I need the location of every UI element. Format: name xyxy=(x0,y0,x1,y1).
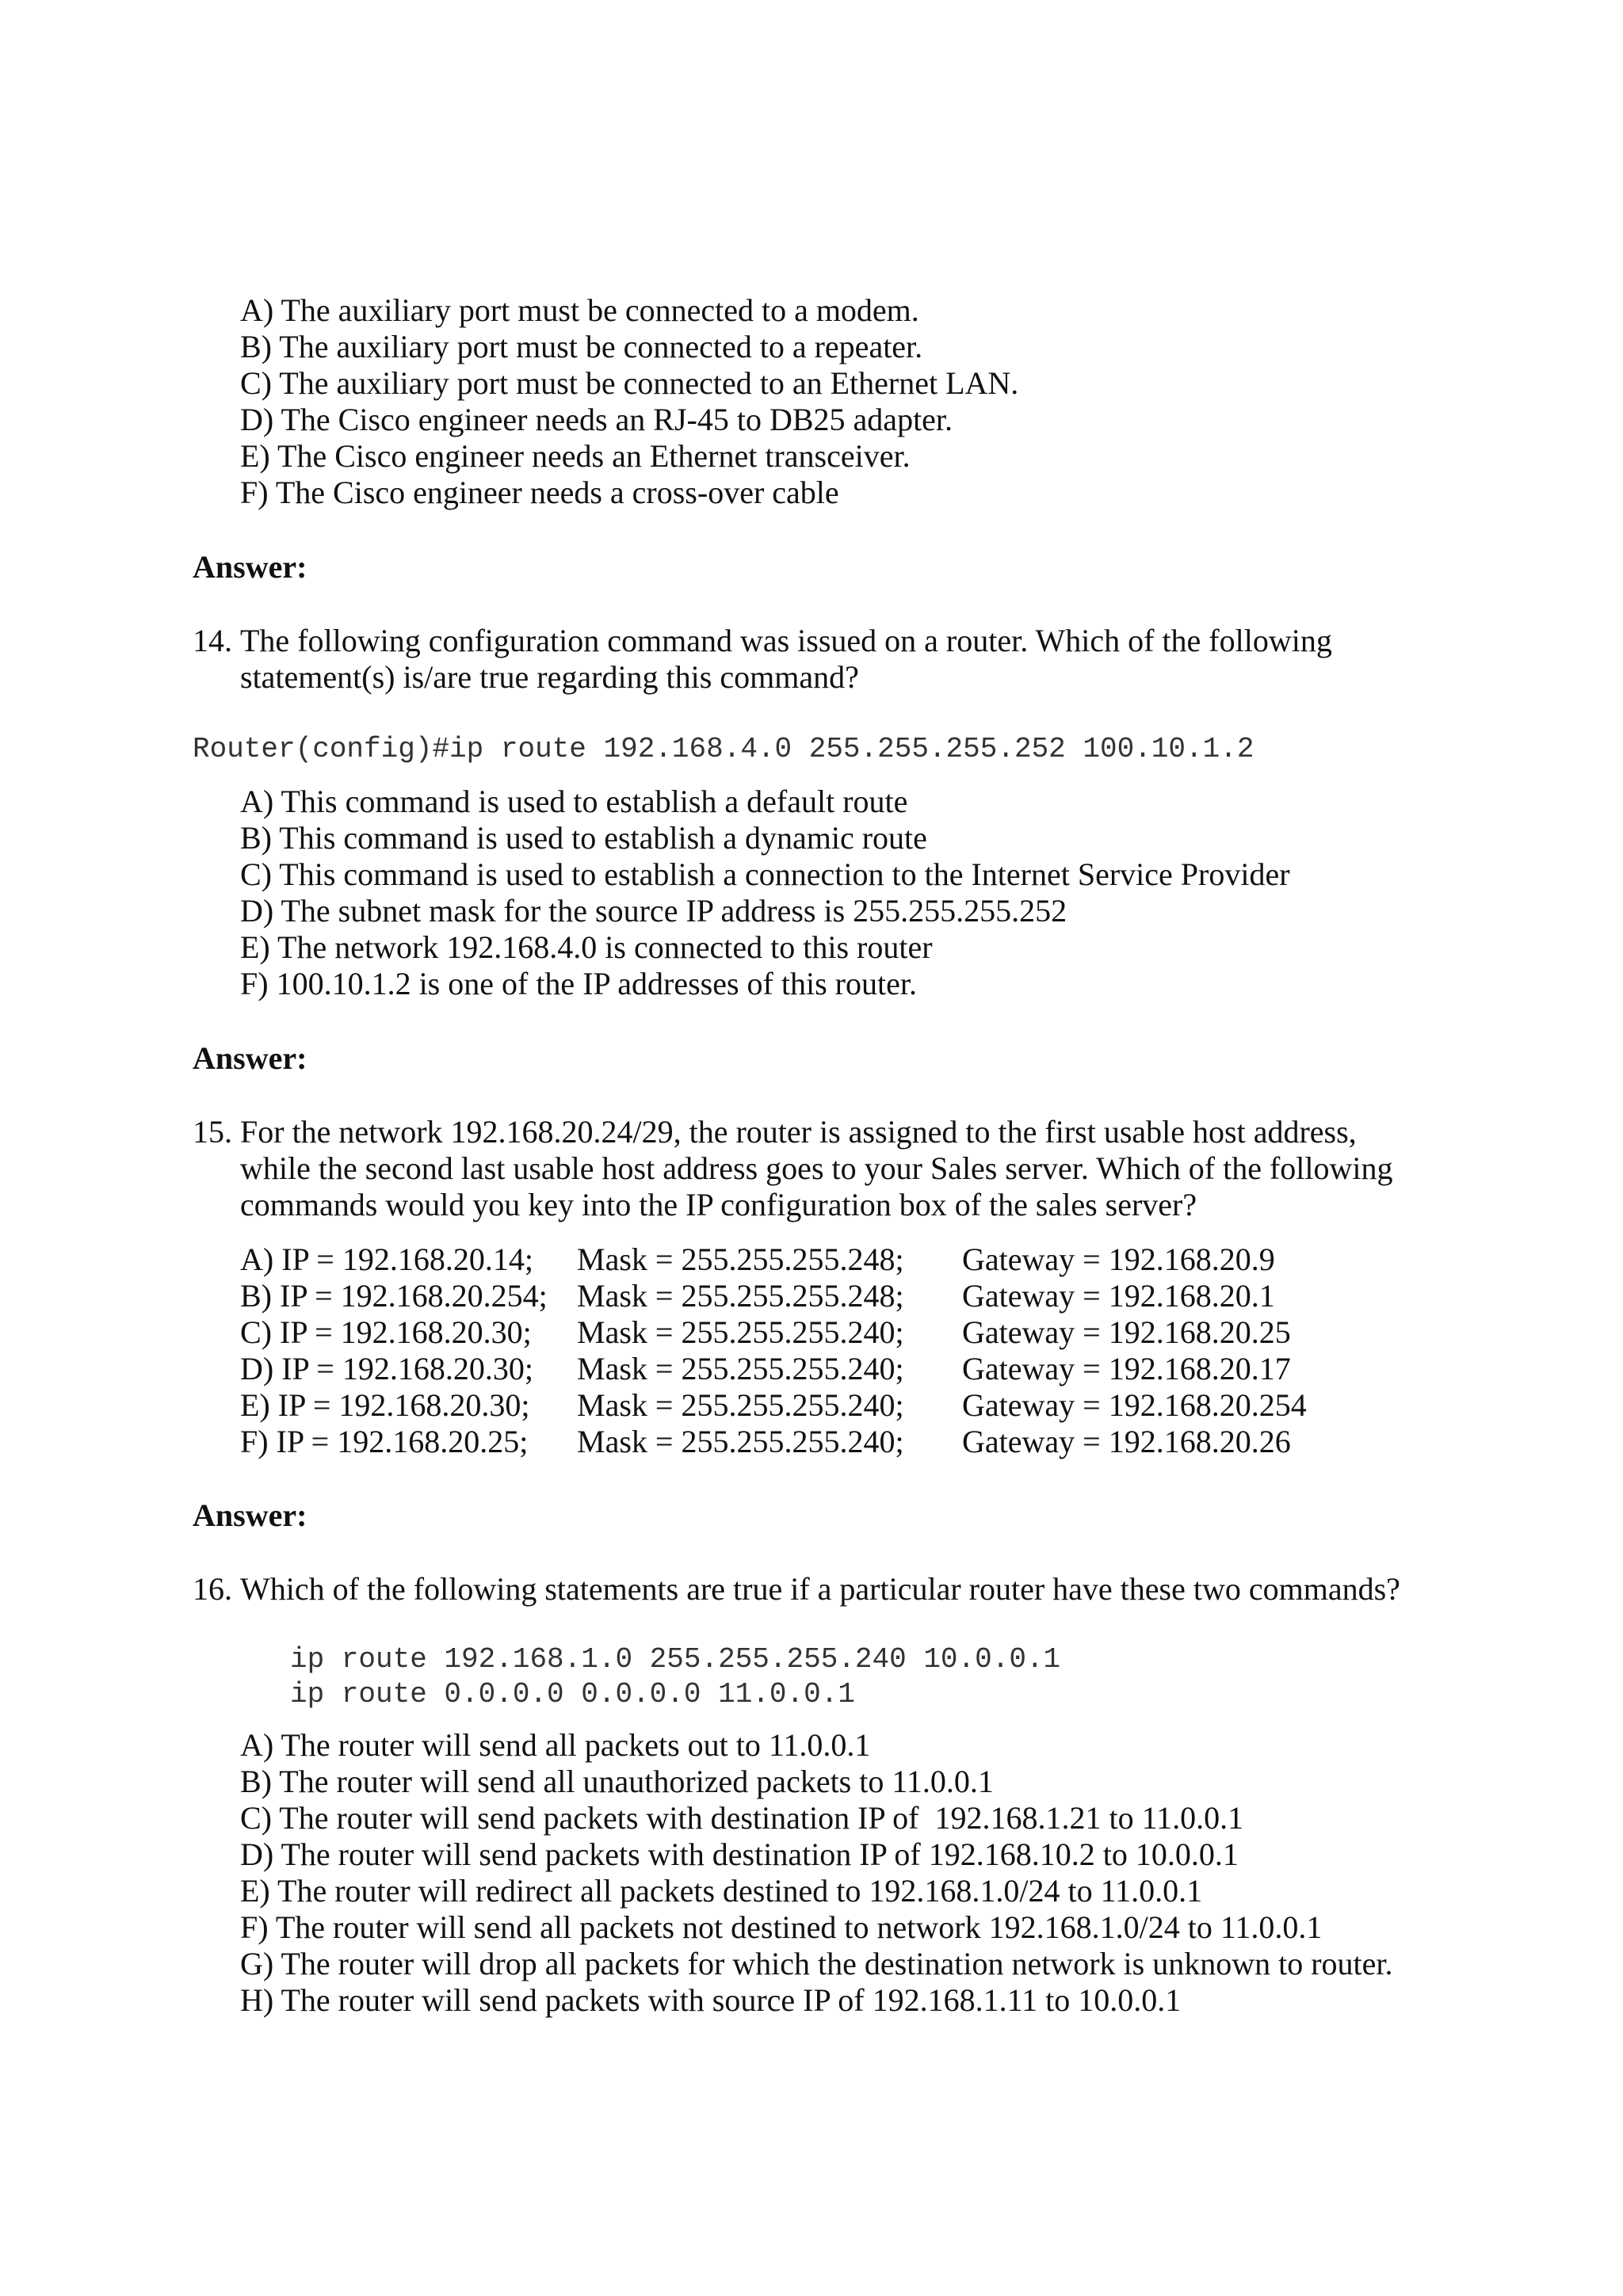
q16-command-1: ip route 192.168.1.0 255.255.255.240 10.0.0.1 xyxy=(290,1643,1061,1676)
q15-text-line3: commands would you key into the IP configuration box of the sales server? xyxy=(240,1187,1197,1222)
q14-text-line2: statement(s) is/are true regarding this command? xyxy=(240,659,859,695)
q15-option-d-gateway: Gateway = 192.168.20.17 xyxy=(962,1351,1291,1386)
q16-option-c: C) The router will send packets with destination IP of 192.168.1.21 to 11.0.0.1 xyxy=(240,1800,1244,1836)
q13-answer-label: Answer: xyxy=(193,549,307,585)
q15-text-line2: while the second last usable host address goes to your Sales server. Which of the following xyxy=(240,1150,1393,1186)
q16-option-d: D) The router will send packets with destination IP of 192.168.10.2 to 10.0.0.1 xyxy=(240,1836,1239,1872)
q15-option-a-mask: Mask = 255.255.255.248; xyxy=(577,1241,904,1277)
q13-option-d: D) The Cisco engineer needs an RJ-45 to DB25 adapter. xyxy=(240,402,953,437)
q15-option-d-ip: D) IP = 192.168.20.30; xyxy=(240,1351,533,1386)
q14-option-f: F) 100.10.1.2 is one of the IP addresses of this router. xyxy=(240,966,917,1001)
q14-command: Router(config)#ip route 192.168.4.0 255.255.255.252 100.10.1.2 xyxy=(193,733,1254,765)
q15-option-f-ip: F) IP = 192.168.20.25; xyxy=(240,1424,529,1459)
q16-option-a: A) The router will send all packets out to 11.0.0.1 xyxy=(240,1727,871,1763)
q15-option-b-gateway: Gateway = 192.168.20.1 xyxy=(962,1278,1275,1314)
q14-answer-label: Answer: xyxy=(193,1040,307,1076)
q14-option-d: D) The subnet mask for the source IP address is 255.255.255.252 xyxy=(240,893,1067,929)
q16-option-e: E) The router will redirect all packets destined to 192.168.1.0/24 to 11.0.0.1 xyxy=(240,1873,1203,1909)
q15-option-b-mask: Mask = 255.255.255.248; xyxy=(577,1278,904,1314)
q15-option-b-ip: B) IP = 192.168.20.254; xyxy=(240,1278,548,1314)
q15-option-a-gateway: Gateway = 192.168.20.9 xyxy=(962,1241,1275,1277)
q13-option-e: E) The Cisco engineer needs an Ethernet transceiver. xyxy=(240,438,911,474)
q15-option-e-gateway: Gateway = 192.168.20.254 xyxy=(962,1387,1307,1423)
q16-option-h: H) The router will send packets with source IP of 192.168.1.11 to 10.0.0.1 xyxy=(240,1982,1182,2018)
q14-text-line1: The following configuration command was issued on a router. Which of the following xyxy=(240,623,1332,658)
q15-option-e-ip: E) IP = 192.168.20.30; xyxy=(240,1387,530,1423)
q15-option-f-mask: Mask = 255.255.255.240; xyxy=(577,1424,904,1459)
q15-answer-label: Answer: xyxy=(193,1497,307,1533)
q16-command-2: ip route 0.0.0.0 0.0.0.0 11.0.0.1 xyxy=(290,1678,855,1711)
q15-option-f-gateway: Gateway = 192.168.20.26 xyxy=(962,1424,1291,1459)
q13-option-c: C) The auxiliary port must be connected to an Ethernet LAN. xyxy=(240,365,1019,401)
q16-number: 16. xyxy=(193,1571,232,1607)
q15-option-c-ip: C) IP = 192.168.20.30; xyxy=(240,1314,532,1350)
q15-option-a-ip: A) IP = 192.168.20.14; xyxy=(240,1241,533,1277)
q15-text-line1: For the network 192.168.20.24/29, the router is assigned to the first usable host address, xyxy=(240,1114,1357,1150)
q15-option-c-gateway: Gateway = 192.168.20.25 xyxy=(962,1314,1291,1350)
q14-option-c: C) This command is used to establish a connection to the Internet Service Provider xyxy=(240,856,1290,892)
q14-option-b: B) This command is used to establish a dynamic route xyxy=(240,820,927,856)
q13-option-a: A) The auxiliary port must be connected to a modem. xyxy=(240,292,919,328)
q16-text: Which of the following statements are true if a particular router have these two commands? xyxy=(240,1571,1400,1607)
q14-option-e: E) The network 192.168.4.0 is connected to this router xyxy=(240,929,933,965)
q16-option-b: B) The router will send all unauthorized packets to 11.0.0.1 xyxy=(240,1764,994,1799)
q14-option-a: A) This command is used to establish a default route xyxy=(240,784,908,819)
q15-option-e-mask: Mask = 255.255.255.240; xyxy=(577,1387,904,1423)
q15-option-c-mask: Mask = 255.255.255.240; xyxy=(577,1314,904,1350)
q16-option-f: F) The router will send all packets not destined to network 192.168.1.0/24 to 11.0.0.1 xyxy=(240,1909,1323,1945)
q14-number: 14. xyxy=(193,623,232,658)
q15-option-d-mask: Mask = 255.255.255.240; xyxy=(577,1351,904,1386)
q13-option-b: B) The auxiliary port must be connected to a repeater. xyxy=(240,329,923,364)
q13-option-f: F) The Cisco engineer needs a cross-over cable xyxy=(240,475,839,510)
q15-number: 15. xyxy=(193,1114,232,1150)
q16-option-g: G) The router will drop all packets for which the destination network is unknown to router. xyxy=(240,1946,1393,1981)
